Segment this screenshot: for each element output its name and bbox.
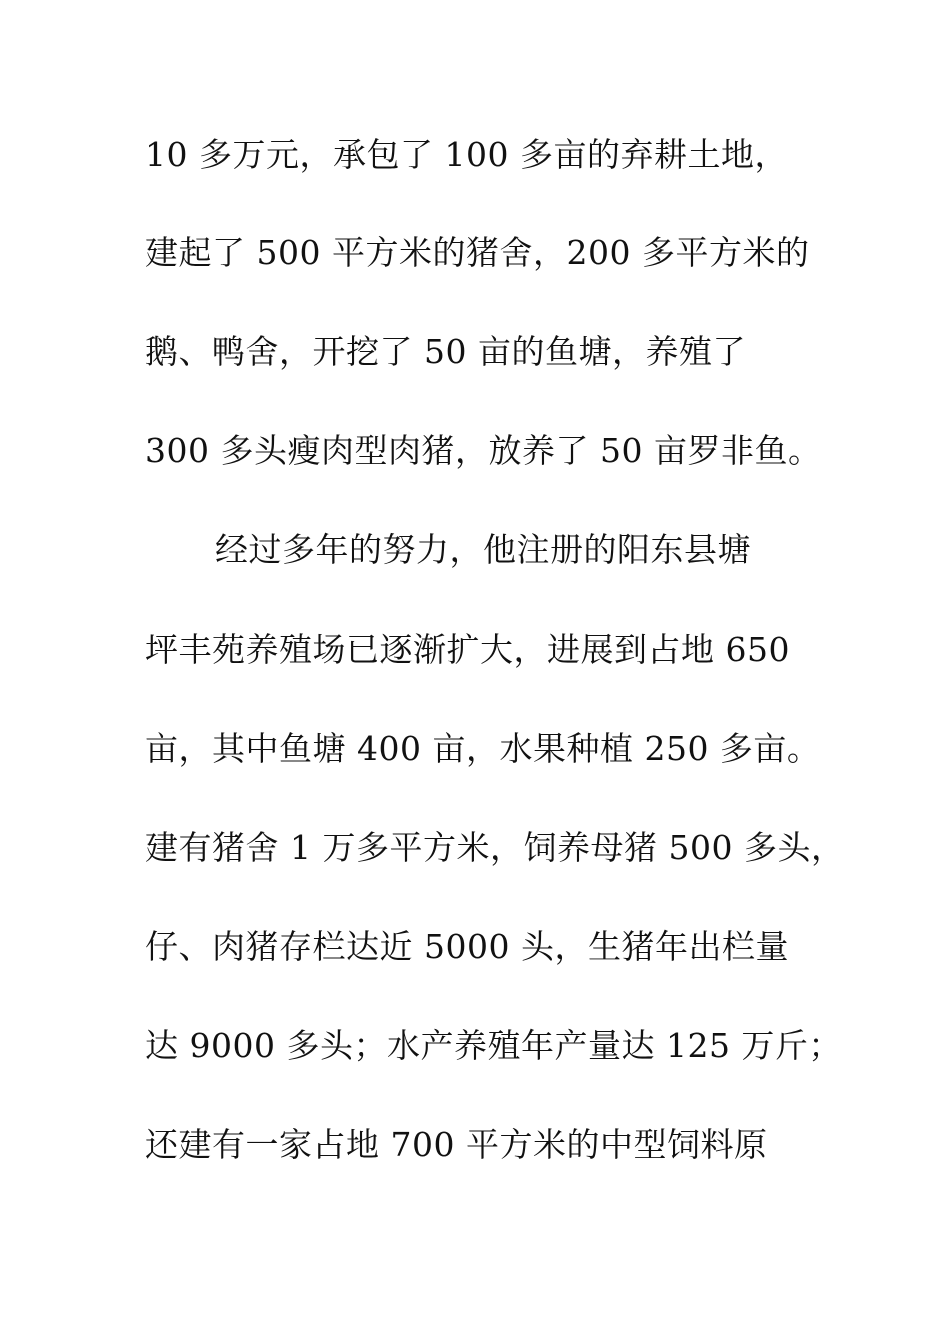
text-line: 亩，其中鱼塘 400 亩，水果种植 250 多亩。 [145,729,821,768]
text-line: 10 多万元，承包了 100 多亩的弃耕土地， [145,135,788,174]
text-line: 还建有一家占地 700 平方米的中型饲料原 [145,1125,768,1164]
text-line: 仔、肉猪存栏达近 5000 头，生猪年出栏量 [145,927,789,966]
text-line: 300 多头瘦肉型肉猪，放养了 50 亩罗非鱼。 [145,431,822,470]
text-line: 坪丰苑养殖场已逐渐扩大，进展到占地 650 [145,630,790,669]
text-line: 鹅、鸭舍，开挖了 50 亩的鱼塘，养殖了 [145,332,746,371]
text-line: 建起了 500 平方米的猪舍，200 多平方米的 [145,233,810,272]
paragraph-start-line: 经过多年的努力，他注册的阳东县塘 [215,530,751,569]
text-line: 建有猪舍 1 万多平方米，饲养母猪 500 多头， [145,828,845,867]
text-line: 达 9000 多头；水产养殖年产量达 125 万斤； [145,1026,842,1065]
